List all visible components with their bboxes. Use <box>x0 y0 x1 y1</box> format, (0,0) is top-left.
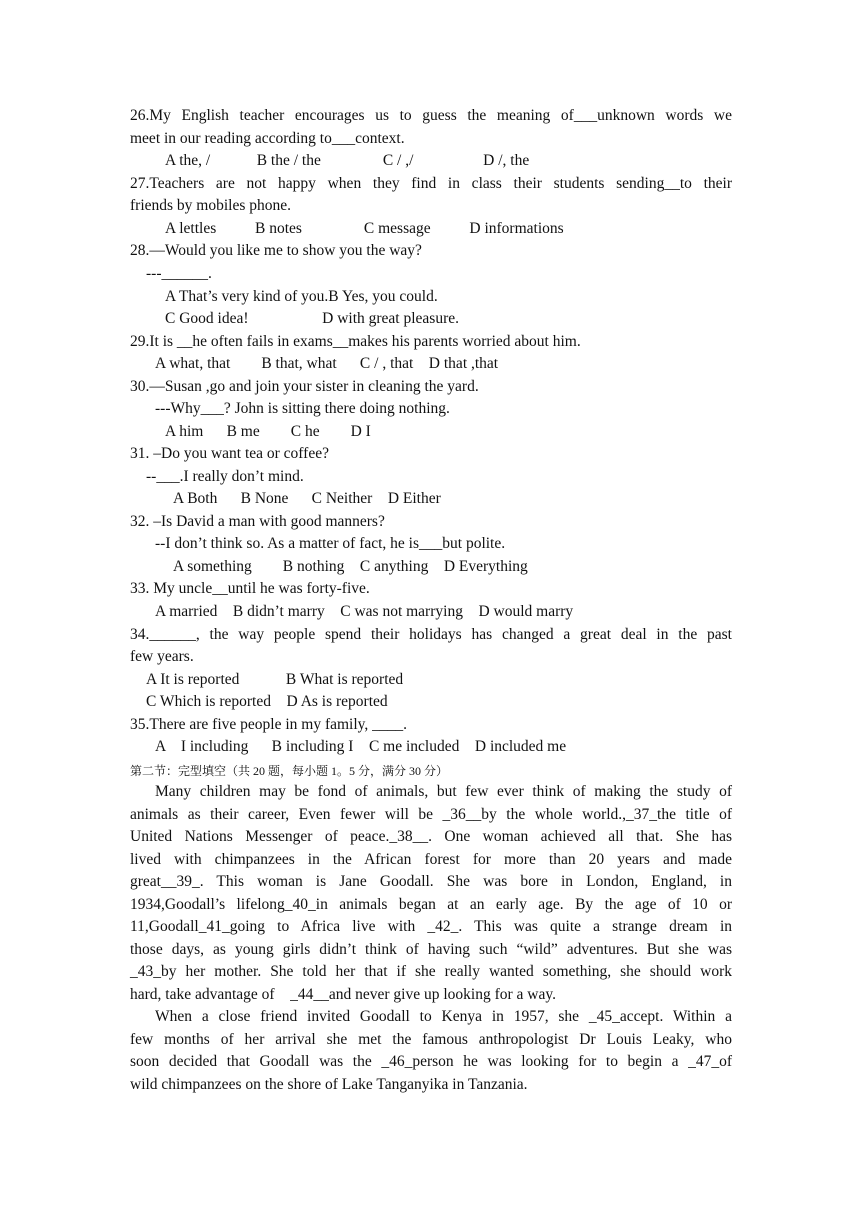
text-line: A the, / B the / the C / ,/ D /, the <box>165 152 530 169</box>
text-line: 第二节：完型填空（共 20 题，每小题 1。5 分，满分 30 分） <box>130 764 449 778</box>
text-line: C Which is reported D As is reported <box>146 693 388 710</box>
text-line: 33. My uncle__until he was forty-five. <box>130 580 370 597</box>
text-line: --I don’t think so. As a matter of fact, he is___but polite. <box>155 535 506 552</box>
text-line: 31. –Do you want tea or coffee? <box>130 445 329 462</box>
text-line: 34.______, the way people spend their holidays has changed a great deal in the past <box>130 626 732 643</box>
text-line: 35.There are five people in my family, ____. <box>130 716 408 733</box>
text-line: friends by mobiles phone. <box>130 197 292 214</box>
text-line: soon decided that Goodall was the _46_person he was looking for to begin a _47_of <box>130 1053 732 1070</box>
text-line: --___.I really don’t mind. <box>146 468 304 485</box>
text-line: meet in our reading according to___context. <box>130 130 405 147</box>
text-line: _43_by her mother. She told her that if she really wanted something, she should work <box>130 963 732 980</box>
text-line: A lettles B notes C message D informations <box>165 220 564 237</box>
text-line: 1934,Goodall’s lifelong_40_in animals began at an early age. By the age of 10 or <box>130 896 732 913</box>
text-line: 30.—Susan ,go and join your sister in cleaning the yard. <box>130 378 479 395</box>
text-line: A Both B None C Neither D Either <box>173 490 441 507</box>
text-line: 32. –Is David a man with good manners? <box>130 513 385 530</box>
text-line: A married B didn’t marry C was not marrying D would marry <box>155 603 574 620</box>
text-line: A It is reported B What is reported <box>146 671 404 688</box>
text-line: wild chimpanzees on the shore of Lake Tanganyika in Tanzania. <box>130 1076 528 1093</box>
text-line: A what, that B that, what C / , that D that ,that <box>155 355 499 372</box>
text-line: 29.It is __he often fails in exams__makes his parents worried about him. <box>130 333 581 350</box>
text-line: ---______. <box>146 265 212 282</box>
text-line: United Nations Messenger of peace._38__. One woman achieved all that. She has <box>130 828 732 845</box>
text-line: When a close friend invited Goodall to Kenya in 1957, she _45_accept. Within a <box>155 1008 732 1025</box>
text-line: Many children may be fond of animals, but few ever think of making the study of <box>155 783 732 800</box>
text-line: A him B me C he D I <box>165 423 371 440</box>
text-line: few months of her arrival she met the famous anthropologist Dr Louis Leaky, who <box>130 1031 732 1048</box>
text-line: C Good idea! D with great pleasure. <box>165 310 460 327</box>
text-line: few years. <box>130 648 194 665</box>
text-line: great__39_. This woman is Jane Goodall. She was bore in London, England, in <box>130 873 732 890</box>
text-line: lived with chimpanzees in the African forest for more than 20 years and made <box>130 851 732 868</box>
text-line: ---Why___? John is sitting there doing nothing. <box>155 400 450 417</box>
text-line: 27.Teachers are not happy when they find in class their students sending__to their <box>130 175 732 192</box>
text-line: 26.My English teacher encourages us to guess the meaning of___unknown words we <box>130 107 732 124</box>
text-line: A something B nothing C anything D Everything <box>173 558 528 575</box>
text-line: those days, as young girls didn’t think of having such “wild” adventures. But she was <box>130 941 732 958</box>
text-line: animals as their career, Even fewer will be _36__by the whole world.,_37_the title of <box>130 806 732 823</box>
text-line: hard, take advantage of _44__and never give up looking for a way. <box>130 986 556 1003</box>
text-line: A That’s very kind of you.B Yes, you could. <box>165 288 438 305</box>
text-line: A I including B including I C me included D included me <box>155 738 567 755</box>
text-line: 28.—Would you like me to show you the way? <box>130 242 422 259</box>
text-line: 11,Goodall_41_going to Africa live with _42_. This was quite a strange dream in <box>130 918 732 935</box>
